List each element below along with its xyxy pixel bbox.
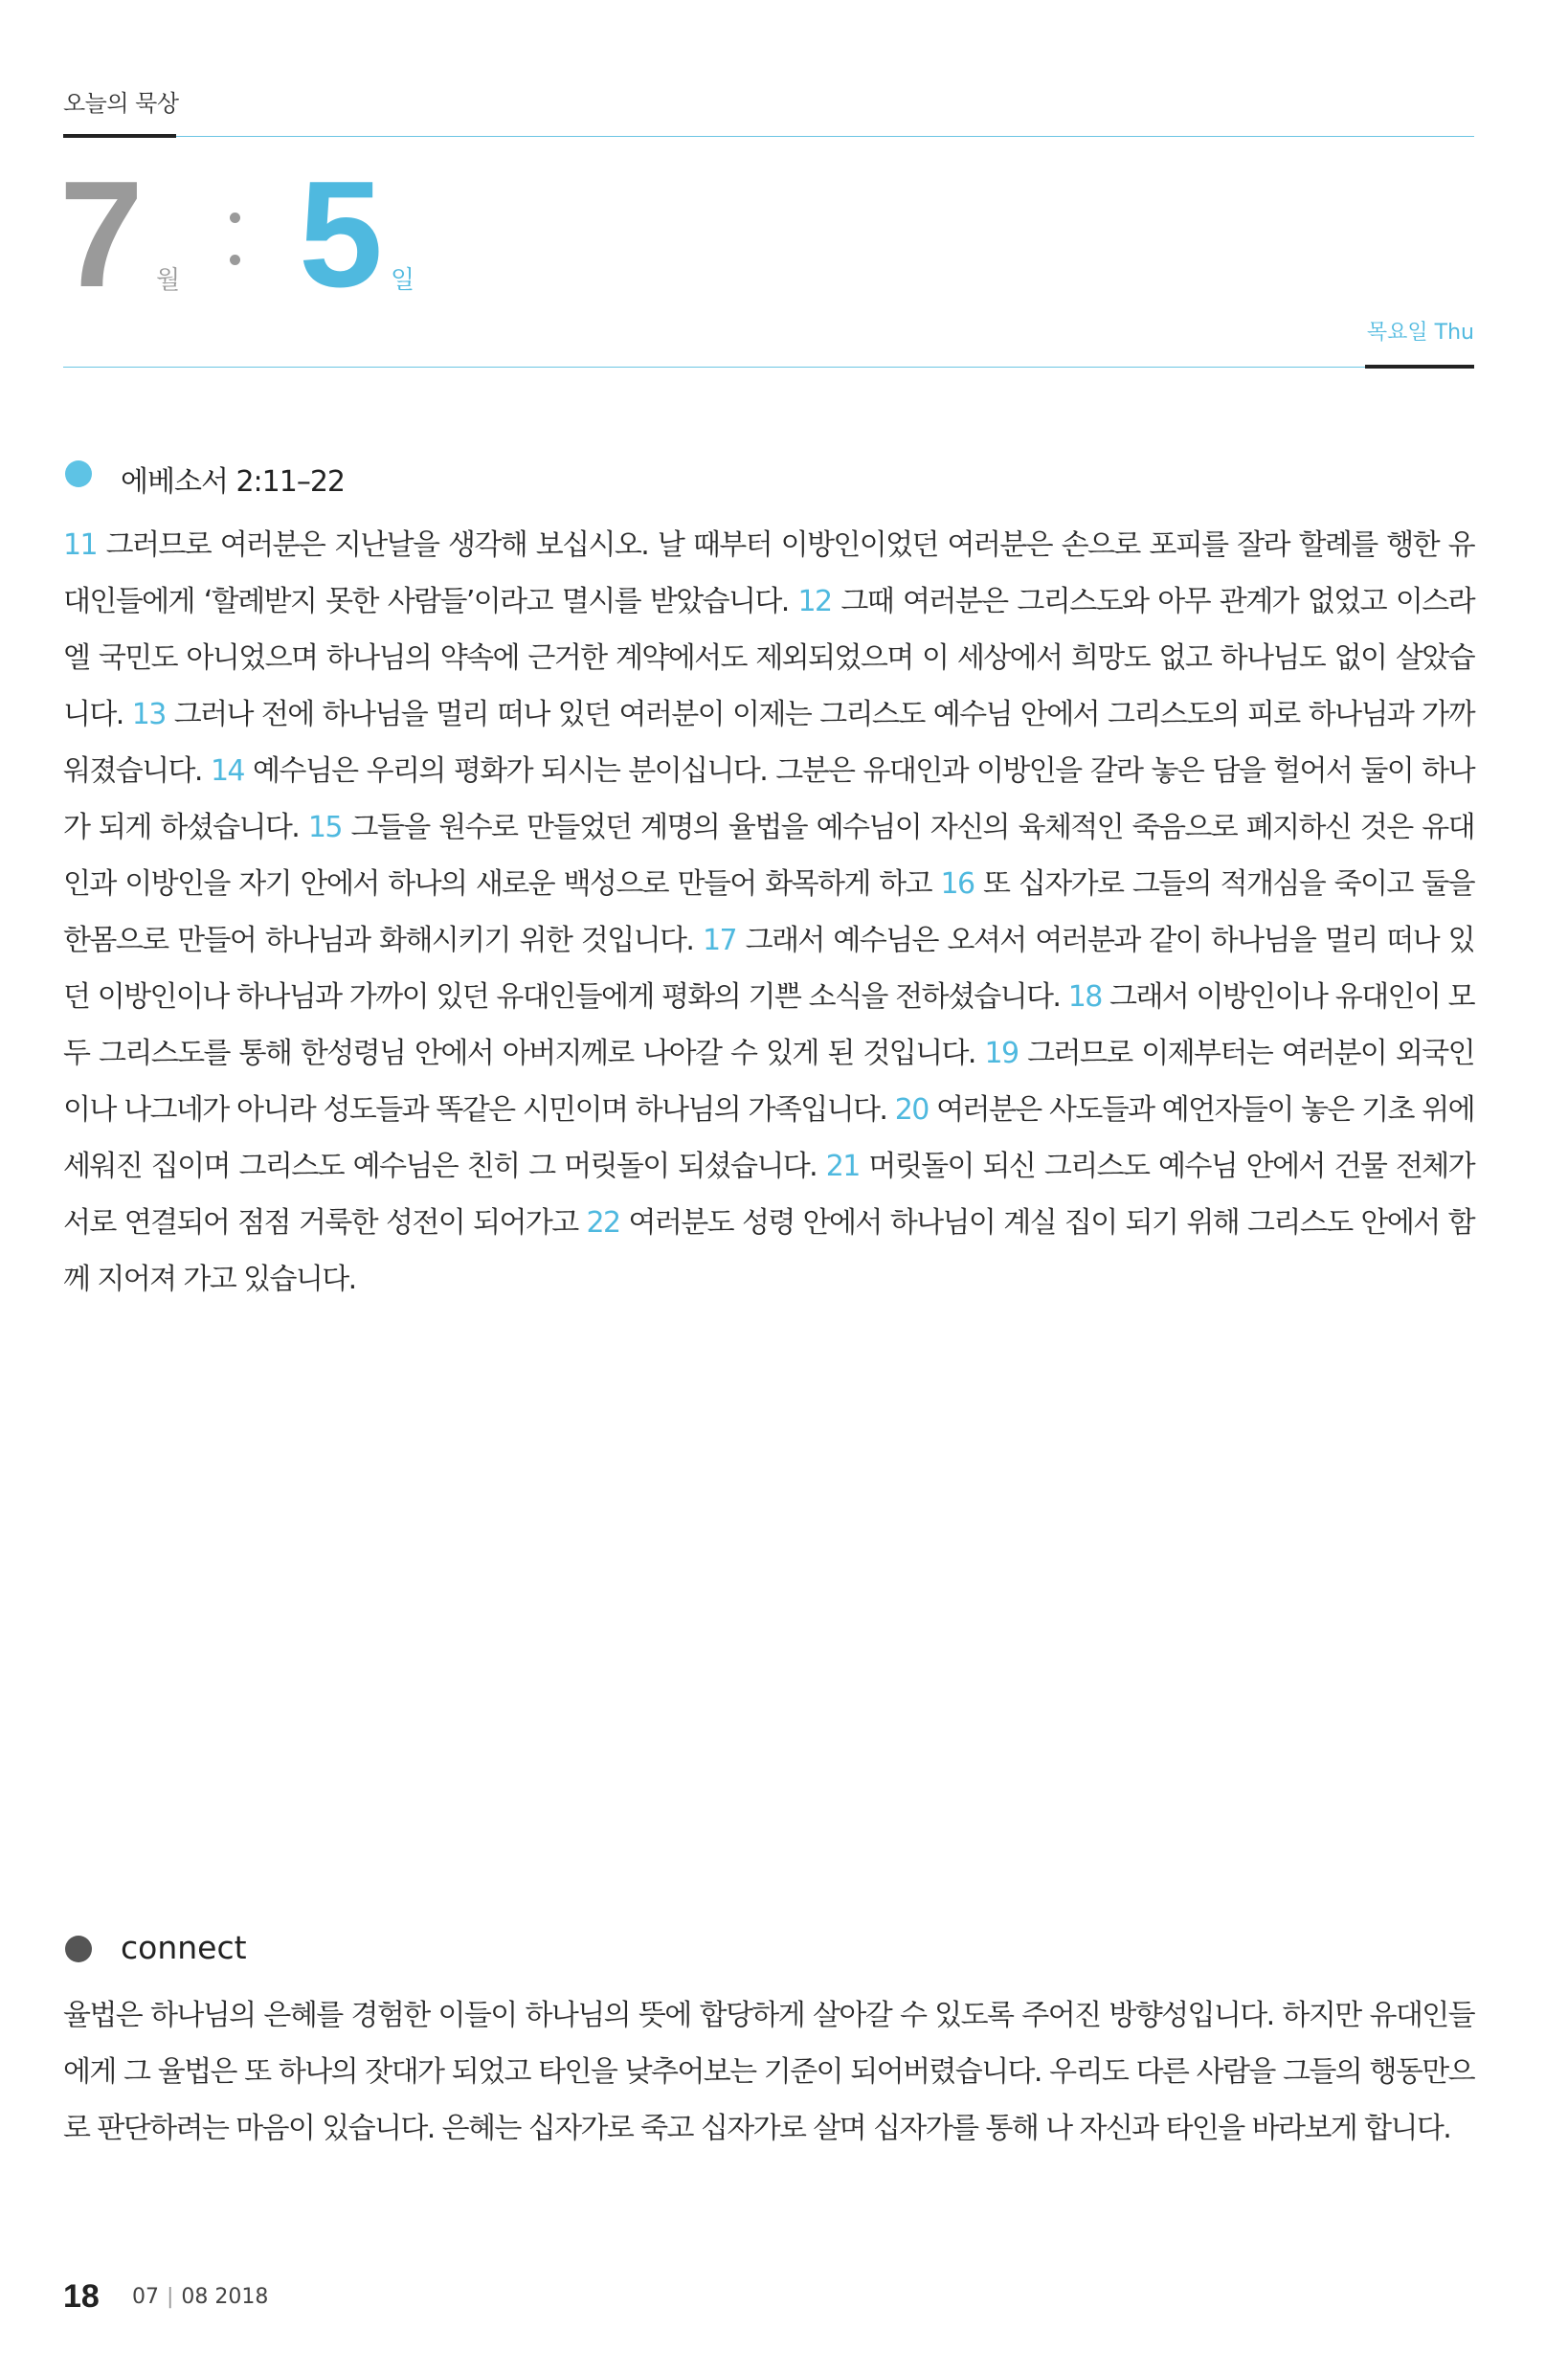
issue-month: 07 xyxy=(132,2285,159,2309)
passage-bullet-icon xyxy=(65,460,92,487)
section-label: 오늘의 묵상 xyxy=(63,90,179,117)
date-separator-dot-bottom xyxy=(230,255,240,265)
verse-text: 그때 여러분은 그리스도와 아무 관계가 없었고 이스라엘 국민도 아니었으며 하나님의 약속에 근거한 계약에서도 제외되었으며 이 세상에서 희망도 없고 하나님도 없이 살았습니다. xyxy=(63,585,1474,731)
verse-number: 11 xyxy=(63,528,97,562)
verse-number: 14 xyxy=(210,754,244,788)
verse-text: 여러분은 사도들과 예언자들이 놓은 기초 위에 세워진 집이며 그리스도 예수님은 친히 그 머릿돌이 되셨습니다. xyxy=(63,1093,1475,1183)
verse-text: 그들을 원수로 만들었던 계명의 율법을 예수님이 자신의 육체적인 죽음으로 폐지하신 것은 유대인과 이방인을 자기 안에서 하나의 새로운 백성으로 만들어 화목하게 하고 xyxy=(63,811,1475,901)
verse-text: 그러므로 이제부터는 여러분이 외국인이나 나그네가 아니라 성도들과 똑같은 시민이며 하나님의 가족입니다. xyxy=(63,1037,1475,1127)
verse-text: 그러나 전에 하나님을 멀리 떠나 있던 여러분이 이제는 그리스도 예수님 안에서 그리스도의 피로 하나님과 가까워졌습니다. xyxy=(63,698,1474,788)
verse-text: 그래서 예수님은 오셔서 여러분과 같이 하나님을 멀리 떠나 있던 이방인이나 하나님과 가까이 있던 유대인들에게 평화의 기쁜 소식을 전하셨습니다. xyxy=(63,924,1475,1014)
scripture-text xyxy=(63,517,1474,1308)
header-top-rule xyxy=(176,136,1474,137)
month-number: 7 xyxy=(59,150,144,319)
weekday-label: 목요일 Thu xyxy=(1366,321,1474,345)
month-unit: 월 xyxy=(156,266,181,295)
connect-body: 율법은 하나님의 은혜를 경험한 이들이 하나님의 뜻에 합당하게 살아갈 수 있도록 주어진 방향성입니다. 하지만 유대인들에게 그 율법은 또 하나의 잣대가 되었고 타인을 낮추어보는 기준이 되어버렸습니다. 우리도 다른 사람을 그들의 행동만으로 판단하려는 마음이 있습니다. 은혜는 십자가로 죽고 십자가로 살며 십자가를 통해 나 자신과 타인을 바라보게 합니다. xyxy=(63,1999,1474,2145)
verse-number: 17 xyxy=(703,924,736,957)
verse-text: 그러므로 여러분은 지난날을 생각해 보십시오. 날 때부터 이방인이었던 여러분은 손으로 포피를 잘라 할례를 행한 유대인들에게 ‘할례받지 못한 사람들’이라고 멸시를 받았습니다. xyxy=(63,528,1475,618)
page-number: 18 xyxy=(63,2278,100,2315)
weekday-accent-rule xyxy=(1365,365,1474,369)
verse-number: 21 xyxy=(825,1150,860,1183)
day-unit: 일 xyxy=(391,266,415,295)
verse-number: 19 xyxy=(984,1037,1019,1070)
passage-reference: 에베소서 2:11–22 xyxy=(121,465,345,499)
verse-number: 12 xyxy=(797,585,832,618)
verse-text: 예수님은 우리의 평화가 되시는 분이십니다. 그분은 유대인과 이방인을 갈라 놓은 담을 헐어서 둘이 하나가 되게 하셨습니다. xyxy=(63,754,1475,844)
header-bottom-rule xyxy=(63,367,1413,368)
verse-text: 그래서 이방인이나 유대인이 모두 그리스도를 통해 한성령님 안에서 아버지께로 나아갈 수 있게 된 것입니다. xyxy=(63,980,1475,1070)
verse-number: 13 xyxy=(131,698,166,731)
verse-number: 18 xyxy=(1067,980,1102,1014)
verse-text: 또 십자가로 그들의 적개심을 죽이고 둘을 한몸으로 만들어 하나님과 화해시키기 위한 것입니다. xyxy=(63,867,1475,957)
date-separator-dot-top xyxy=(230,213,240,223)
verse-text: 여러분도 성령 안에서 하나님이 계실 집이 되기 위해 그리스도 안에서 함께 지어져 가고 있습니다. xyxy=(63,1206,1474,1296)
header-accent-rule xyxy=(63,134,176,138)
verse-number: 16 xyxy=(940,867,974,901)
verse-text: 머릿돌이 되신 그리스도 예수님 안에서 건물 전체가 서로 연결되어 점점 거룩한 성전이 되어가고 xyxy=(63,1150,1475,1240)
day-number: 5 xyxy=(299,150,383,319)
verse-number: 15 xyxy=(307,811,342,844)
issue-date xyxy=(132,2285,268,2309)
connect-bullet-icon xyxy=(65,1936,92,1962)
issue-divider: | xyxy=(167,2285,174,2309)
issue-year: 08 2018 xyxy=(181,2285,269,2309)
verse-number: 20 xyxy=(894,1093,929,1127)
connect-heading: connect xyxy=(121,1929,247,1966)
verse-number: 22 xyxy=(586,1206,620,1240)
